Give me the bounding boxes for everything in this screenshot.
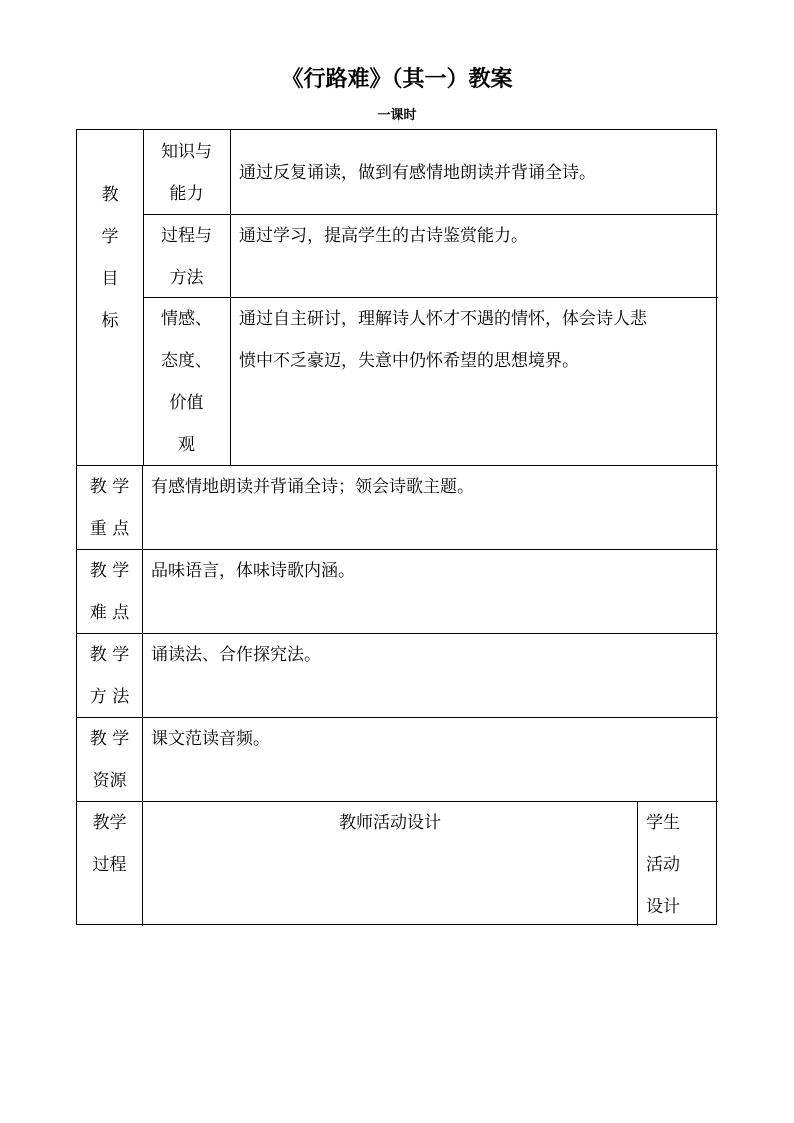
section-label-line: 重 点	[89, 519, 130, 539]
teacher-activity-header: 教师活动设计	[339, 813, 441, 833]
category-line: 方法	[169, 268, 204, 288]
column-divider	[230, 130, 231, 465]
process-label-line: 过程	[92, 855, 127, 875]
section-content: 诵读法、合作探究法。	[151, 645, 321, 665]
category-line: 观	[178, 435, 195, 455]
student-header-line: 设计	[646, 897, 680, 917]
objective-category	[143, 298, 230, 466]
objective-content: 通过自主研讨，理解诗人怀才不遇的情怀，体会诗人悲	[239, 309, 647, 329]
section-label	[77, 466, 142, 550]
student-header-line: 活动	[646, 855, 680, 875]
objectives-label	[77, 174, 143, 342]
section-label	[77, 634, 142, 718]
column-divider	[142, 465, 143, 926]
section-label-line: 方 法	[89, 687, 130, 707]
section-label-line: 教 学	[89, 729, 130, 749]
section-content: 品味语言，体味诗歌内涵。	[151, 561, 355, 581]
category-line: 价值	[169, 393, 204, 413]
objectives-label-char: 标	[101, 311, 119, 331]
process-label-line: 教学	[92, 813, 127, 833]
page-subtitle: 一课时	[377, 108, 417, 123]
objective-category	[143, 131, 230, 215]
section-label-line: 教 学	[89, 561, 130, 581]
objective-content: 愤中不乏豪迈，失意中仍怀希望的思想境界。	[239, 351, 579, 371]
process-label	[77, 802, 142, 886]
section-label	[77, 550, 142, 634]
section-label-line: 难 点	[89, 603, 130, 623]
section-label-line: 资源	[92, 771, 127, 791]
page-title: 《行路难》（其一）教案	[281, 67, 513, 92]
section-content: 有感情地朗读并背诵全诗；领会诗歌主题。	[151, 477, 474, 497]
category-line: 情感、	[161, 309, 212, 329]
category-line: 能力	[169, 184, 204, 204]
student-header-line: 学生	[646, 813, 680, 833]
category-line: 过程与	[161, 226, 212, 246]
category-line: 知识与	[161, 142, 212, 162]
objectives-label-char: 目	[101, 269, 119, 289]
objectives-label-char: 教	[101, 185, 119, 205]
objective-content: 通过反复诵读，做到有感情地朗读并背诵全诗。	[239, 163, 596, 183]
objectives-label-char: 学	[101, 227, 119, 247]
section-label-line: 教 学	[89, 645, 130, 665]
objective-category	[143, 215, 230, 299]
lesson-plan-table	[76, 129, 717, 925]
category-line: 态度、	[161, 351, 212, 371]
section-label-line: 教 学	[89, 477, 130, 497]
section-label	[77, 718, 142, 802]
student-activity-header	[638, 802, 704, 928]
objective-content: 通过学习，提高学生的古诗鉴赏能力。	[239, 226, 528, 246]
section-content: 课文范读音频。	[151, 729, 270, 749]
